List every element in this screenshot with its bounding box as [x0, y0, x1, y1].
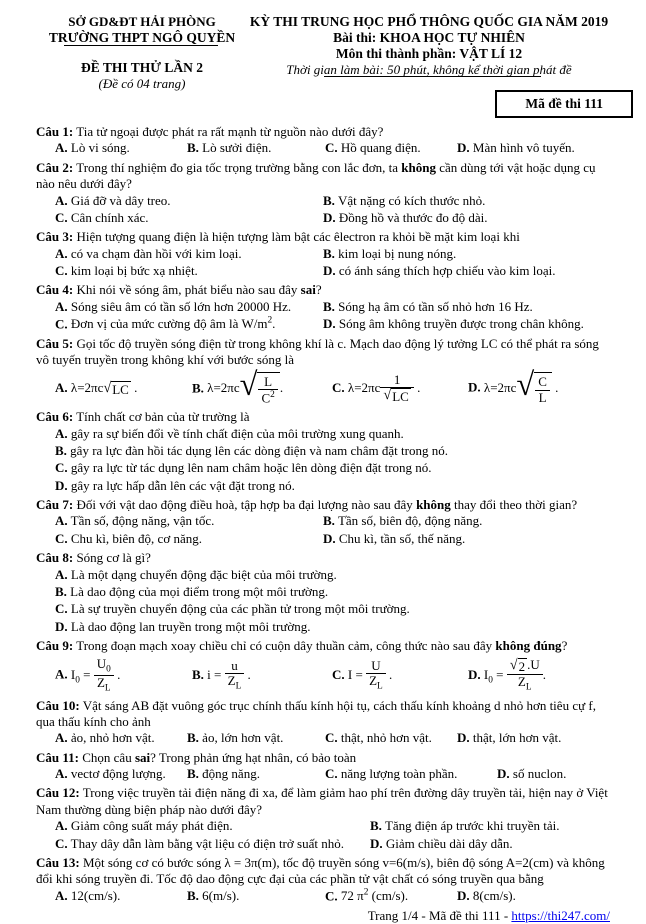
option-text: λ=2πc √ $\frac{L}{C^2}$ . — [207, 366, 284, 406]
fraction-numerator: √ 2 .U — [509, 657, 540, 675]
fraction-denominator: $Z_L$ — [94, 675, 114, 694]
option-text: thật, lớn hơn vật. — [472, 730, 562, 746]
question-8 — [36, 550, 610, 635]
question-text: Câu 3: Hiện tượng quang điện là hiện tượng làm bật các êlectron ra khỏi bề mặt kim loại khi — [36, 229, 520, 245]
option-letter: A. — [55, 513, 68, 529]
option-text: Là dao động lan truyền trong một môi trường. — [70, 618, 311, 634]
option-c — [325, 140, 453, 156]
option-c — [332, 373, 464, 405]
question-text: Câu 8: Sóng cơ là gì? — [36, 550, 151, 566]
options-grid — [36, 140, 610, 156]
question-label: Câu 11: — [36, 749, 79, 765]
question-12 — [36, 785, 610, 852]
fraction-denominator — [380, 387, 413, 404]
option-text: thật, nhỏ hơn vật. — [340, 730, 432, 746]
option-text: có ánh sáng thích hợp chiếu vào kim loại. — [338, 263, 556, 278]
question-text: Câu 7: Đối với vật dao động điều hoà, tập hợp ba đại lượng nào sau đây không thay đổi theo thời gian? — [36, 497, 578, 513]
option-text: Cân chính xác. — [70, 209, 149, 225]
option-text: kim loại bị nung nóng. — [338, 245, 457, 261]
question-1 — [36, 124, 610, 157]
question-text: Câu 9: Trong đoạn mạch xoay chiều chỉ có cuộn dây thuần cảm, công thức nào sau đây không đúng? — [36, 638, 568, 654]
option-text: Sóng âm không truyền được trong chân không. — [338, 316, 584, 332]
question-9 — [36, 638, 610, 695]
option-text: i = $\frac{u}{Z_L}$ . — [207, 658, 251, 693]
option-c — [55, 316, 319, 333]
option-text: gây ra lực từ tác dụng lên nam châm hoặc lên dòng điện đặt trong nó. — [70, 460, 432, 476]
option-c — [55, 460, 610, 476]
option-letter: D. — [457, 730, 470, 746]
option-letter: B. — [55, 583, 67, 599]
option-text: Chu kì, tần số, thế năng. — [338, 530, 466, 546]
option-b — [187, 730, 321, 746]
option-c — [325, 766, 493, 782]
option-d — [457, 888, 610, 905]
option-b — [192, 366, 328, 407]
sqrt-expression — [383, 388, 410, 404]
option-letter: B. — [323, 192, 335, 208]
option-text: ảo, lớn hơn vật. — [202, 730, 284, 746]
option-letter: B. — [187, 730, 199, 746]
fraction — [535, 375, 550, 405]
fraction-numerator: $U_0$ — [96, 656, 111, 675]
option-c — [55, 836, 366, 852]
option-a — [55, 766, 183, 782]
question-label: Câu 1: — [36, 124, 74, 139]
option-a — [55, 426, 610, 442]
options-grid — [36, 657, 610, 694]
option-letter: A. — [55, 766, 68, 782]
option-c — [55, 531, 319, 547]
sqrt-radicand: 2 — [518, 659, 526, 675]
option-a — [55, 193, 319, 209]
option-text: Lò sưởi điện. — [202, 140, 272, 156]
option-text: Đơn vị của mức cường độ âm là $W/m^2$. — [70, 316, 276, 332]
option-text: năng lượng toàn phần. — [340, 766, 458, 782]
option-a — [55, 513, 319, 529]
question-label: Câu 7: — [36, 497, 74, 513]
option-a — [55, 567, 610, 583]
question-4 — [36, 282, 610, 332]
question-13 — [36, 855, 610, 904]
options-grid — [36, 567, 610, 636]
option-d — [323, 263, 610, 279]
option-c — [325, 888, 453, 905]
question-5 — [36, 336, 610, 406]
sqrt-radical-sign: √ — [103, 380, 112, 397]
option-letter: A. — [55, 566, 68, 582]
option-d — [457, 140, 610, 156]
option-c — [325, 730, 453, 746]
option-letter: A. — [55, 818, 68, 834]
option-letter: C. — [325, 730, 338, 746]
fraction-denominator: $Z_L$ — [366, 673, 386, 692]
question-text: Câu 10: Vật sáng AB đặt vuông góc trục chính thấu kính hội tụ, cách thấu kính khoảng d nhỏ hơn tiêu cự f, qua thấu kính cho ảnh — [36, 697, 596, 729]
option-text: $I_0$ = √ 2 .U $Z_L$ . — [483, 657, 546, 694]
option-text: Giá đỡ và dây treo. — [70, 192, 171, 208]
option-letter: C. — [55, 460, 68, 476]
option-text: Tăng điện áp trước khi truyền tải. — [384, 818, 560, 834]
option-b — [323, 513, 610, 529]
sqrt-radical-sign: √ — [516, 367, 535, 404]
footer-link[interactable]: https://thi247.com/ — [511, 908, 610, 924]
option-text: Thay dây dẫn làm bằng vật liệu có điện trở suất nhỏ. — [70, 835, 344, 851]
question-label: Câu 5: — [36, 335, 74, 351]
option-letter: B. — [323, 245, 335, 261]
option-letter: D. — [457, 887, 470, 903]
option-text: Giảm công suất máy phát điện. — [70, 818, 233, 834]
option-letter: C. — [325, 140, 338, 156]
option-b — [192, 659, 328, 693]
option-letter: D. — [55, 618, 68, 634]
option-letter: A. — [55, 887, 68, 903]
question-label: Câu 2: — [36, 159, 74, 175]
option-letter: D. — [468, 379, 481, 395]
page-count-note: (Đề có 04 trang) — [98, 76, 186, 91]
option-text: Là sự truyền chuyển động của các phần tử trong một môi trường. — [70, 601, 410, 617]
exam-title: ĐỀ THI THỬ LẦN 2 — [80, 60, 204, 75]
option-text: Màn hình vô tuyến. — [472, 140, 575, 156]
fraction — [225, 659, 245, 693]
option-letter: C. — [55, 835, 68, 851]
option-b — [323, 193, 610, 209]
option-letter: C. — [55, 209, 68, 225]
question-text: Câu 13: Một sóng cơ có bước sóng λ = 3π(m), tốc độ truyền sóng v=6(m/s), biên độ sóng A=2(cm) và không đổi khi sóng truyền đi. Tốc độ dao động cực đại của các phần tử vật chất có sóng truyền qua bằng — [36, 854, 605, 887]
question-label: Câu 10: — [36, 697, 80, 713]
question-10 — [36, 698, 610, 747]
option-letter: A. — [55, 730, 68, 746]
sqrt-expression — [516, 367, 552, 405]
option-d — [55, 478, 610, 494]
sqrt-expression — [103, 381, 130, 397]
option-text: Hồ quang điện. — [340, 140, 421, 156]
options-grid — [36, 513, 610, 547]
fraction — [507, 658, 543, 694]
option-letter: B. — [187, 887, 199, 903]
option-d — [55, 619, 610, 635]
fraction-numerator: L — [264, 373, 273, 389]
option-d — [468, 658, 610, 694]
sqrt-radical-sign: √ — [383, 387, 392, 404]
option-text: gây ra lực hấp dẫn lên các vật đặt trong nó. — [70, 477, 295, 493]
options-grid — [36, 246, 610, 280]
option-text: vectơ động lượng. — [70, 766, 166, 782]
fraction-denominator: L — [535, 390, 550, 406]
option-letter: A. — [55, 245, 68, 261]
options-grid — [36, 730, 610, 746]
option-text: 8(cm/s). — [472, 887, 516, 903]
question-text: Câu 1: Tia tử ngoại được phát ra rất mạnh từ nguồn nào dưới đây? — [36, 124, 384, 139]
option-a — [55, 657, 188, 694]
option-b — [323, 246, 610, 262]
school-name: TRƯỜNG THPT NGÔ QUYỀN — [36, 30, 248, 46]
option-text: số nuclon. — [512, 766, 567, 782]
fraction — [94, 657, 114, 694]
option-letter: D. — [55, 477, 68, 493]
option-text: 12(cm/s). — [70, 887, 121, 903]
option-b — [55, 443, 610, 459]
national-exam-title: KỲ THI TRUNG HỌC PHỔ THÔNG QUỐC GIA NĂM 2019 — [249, 14, 609, 29]
option-letter: C. — [55, 530, 68, 546]
sqrt-radicand — [257, 372, 279, 407]
fraction-denominator: $Z_L$ — [507, 674, 543, 693]
option-c — [332, 659, 464, 693]
option-text: λ=2πc √ LC . — [70, 380, 138, 398]
sqrt-radical-sign: √ — [239, 366, 258, 403]
option-text: có va chạm đàn hồi với kim loại. — [70, 245, 242, 261]
option-letter: C. — [55, 316, 68, 332]
option-text: λ=2πc 1 √ LC . — [347, 372, 421, 405]
department-name: SỞ GD&ĐT HẢI PHÒNG — [68, 14, 216, 29]
option-text: gây ra sự biến đổi về tính chất điện của môi trường xung quanh. — [70, 425, 404, 441]
question-6 — [36, 409, 610, 494]
header-left — [36, 14, 248, 118]
questions — [36, 124, 610, 904]
option-b — [55, 584, 610, 600]
question-2 — [36, 160, 610, 227]
option-text: Sóng siêu âm có tần số lớn hơn 20000 Hz. — [70, 298, 292, 314]
option-d — [497, 766, 610, 782]
option-a — [55, 380, 188, 397]
option-text: Tần số, động năng, vận tốc. — [70, 513, 215, 529]
option-a — [55, 299, 319, 315]
option-a — [55, 140, 183, 156]
option-d — [457, 730, 610, 746]
question-label: Câu 3: — [36, 229, 74, 245]
option-a — [55, 818, 366, 834]
option-letter: C. — [55, 263, 68, 278]
option-letter: B. — [192, 379, 204, 395]
fraction-denominator: $C^2$ — [258, 389, 277, 406]
options-grid — [36, 193, 610, 227]
question-label: Câu 8: — [36, 550, 74, 566]
option-letter: B. — [323, 513, 335, 529]
option-letter: A. — [55, 192, 68, 208]
question-3 — [36, 229, 610, 279]
options-grid — [36, 818, 610, 852]
option-letter: B. — [192, 666, 204, 682]
question-text: Câu 11: Chọn câu sai? Trong phản ứng hạt nhân, có bảo toàn — [36, 749, 357, 765]
option-letter: D. — [457, 140, 470, 156]
question-label: Câu 12: — [36, 785, 80, 801]
option-letter: B. — [187, 140, 199, 156]
option-text: kim loại bị bức xạ nhiệt. — [70, 263, 198, 278]
option-b — [187, 766, 321, 782]
fraction — [366, 659, 386, 693]
sqrt-radicand: LC — [112, 382, 129, 398]
fraction-numerator: 1 — [393, 372, 401, 388]
option-letter: A. — [55, 298, 68, 314]
option-letter: A. — [55, 380, 68, 396]
option-letter: D. — [323, 263, 336, 278]
options-grid — [36, 366, 610, 407]
option-a — [55, 730, 183, 746]
option-text: Sóng hạ âm có tần số nhỏ hơn 16 Hz. — [338, 298, 533, 314]
fraction — [380, 373, 413, 405]
option-text: Đồng hồ và thước đo độ dài. — [338, 209, 488, 225]
question-text: Câu 4: Khi nói về sóng âm, phát biểu nào sau đây sai? — [36, 282, 322, 298]
option-letter: B. — [370, 818, 382, 834]
option-letter: B. — [187, 766, 199, 782]
option-d — [323, 210, 610, 226]
options-grid — [36, 888, 610, 905]
exam-subject: Môn thi thành phần: VẬT LÍ 12 — [335, 46, 523, 61]
option-b — [370, 818, 610, 834]
option-a — [55, 888, 183, 905]
footer-page-text: Trang 1/4 - Mã đề thi 111 - — [367, 908, 512, 924]
fraction-numerator: C — [538, 374, 547, 390]
option-c — [55, 263, 319, 279]
option-text: Vật nặng có kích thước nhỏ. — [337, 192, 486, 208]
option-letter: B. — [55, 442, 67, 458]
option-d — [468, 367, 610, 405]
option-text: I = $\frac{U}{Z_L}$ . — [347, 658, 393, 693]
option-text: $I_0$ = $\frac{U_0}{Z_L}$ . — [70, 656, 121, 694]
sqrt-radicand — [534, 372, 552, 405]
option-a — [55, 246, 319, 262]
option-letter: D. — [323, 530, 336, 546]
option-b — [187, 888, 321, 905]
exam-duration: Thời gian làm bài: 50 phút, không kể thời gian phát đề — [248, 62, 610, 78]
option-text: động năng. — [202, 766, 260, 782]
sqrt-expression — [510, 658, 527, 674]
question-label: Câu 13: — [36, 854, 80, 870]
options-grid — [36, 766, 610, 782]
option-letter: C. — [325, 766, 338, 782]
option-text: Là một dạng chuyển động đặc biệt của môi trường. — [70, 566, 337, 582]
option-letter: D. — [370, 835, 383, 851]
option-letter: D. — [323, 209, 336, 225]
question-text: Câu 5: Gọi tốc độ truyền sóng điện từ trong không khí là c. Mạch dao động lý tưởng LC có thể phát ra sóng vô tuyến truyền trong không khí với bước sóng là — [36, 335, 599, 368]
option-d — [370, 836, 610, 852]
option-text: Giảm chiều dài dây dẫn. — [385, 835, 513, 851]
sqrt-radicand: LC — [392, 389, 409, 405]
question-label: Câu 4: — [36, 282, 74, 298]
sqrt-radical-sign: √ — [509, 657, 518, 674]
exam-subject-group: Bài thi: KHOA HỌC TỰ NHIÊN — [333, 30, 525, 45]
options-grid — [36, 426, 610, 495]
header-right — [248, 14, 610, 118]
option-letter: B. — [323, 298, 335, 314]
option-letter: A. — [55, 140, 68, 156]
option-letter: A. — [55, 666, 68, 682]
option-text: Lò vi sóng. — [70, 140, 130, 156]
footer — [36, 908, 610, 924]
option-c — [55, 210, 319, 226]
option-letter: A. — [55, 425, 68, 441]
option-b — [323, 299, 610, 315]
question-text: Câu 6: Tính chất cơ bản của từ trường là — [36, 409, 250, 425]
question-7 — [36, 497, 610, 547]
option-text: ảo, nhỏ hơn vật. — [70, 730, 155, 746]
question-text: Câu 2: Trong thí nghiệm đo gia tốc trọng trường bằng con lắc đơn, ta không cần dùng tới vật hoặc dụng cụ nào nêu dưới đây? — [36, 159, 596, 192]
option-d — [323, 531, 610, 547]
option-letter: D. — [497, 766, 510, 782]
option-letter: D. — [323, 316, 336, 332]
option-letter: C. — [325, 888, 338, 904]
option-text: Là dao động của mọi điểm trong một môi trường. — [70, 583, 329, 599]
question-label: Câu 6: — [36, 409, 74, 425]
option-d — [323, 316, 610, 333]
option-text: Tần số, biên độ, động năng. — [337, 513, 483, 529]
option-c — [55, 601, 610, 617]
question-text: Câu 12: Trong việc truyền tải điện năng đi xa, để làm giảm hao phí trên đường dây truyền tải, hiện nay ở Việt Nam thường dùng biện pháp nào dưới đây? — [36, 785, 608, 817]
option-text: gây ra lực đàn hồi tác dụng lên các dòng điện và nam châm đặt trong nó. — [70, 442, 448, 458]
option-letter: C. — [55, 601, 68, 617]
header — [36, 14, 610, 118]
option-text: 72 $\pi^2$ (cm/s). — [340, 887, 409, 904]
option-letter: C. — [332, 379, 345, 395]
fraction — [258, 375, 277, 407]
fraction-denominator: $Z_L$ — [225, 673, 245, 692]
option-text: 6(m/s). — [202, 887, 240, 903]
option-b — [187, 140, 321, 156]
option-letter: D. — [468, 666, 481, 682]
option-letter: C. — [332, 666, 345, 682]
fraction-numerator: u — [231, 658, 238, 674]
options-grid — [36, 299, 610, 333]
option-text: Chu kì, biên độ, cơ năng. — [70, 530, 202, 546]
exam-code-box: Mã đề thi 111 — [495, 90, 633, 118]
question-11 — [36, 750, 610, 783]
option-text: λ=2πc √ $\frac{C}{L}$ . — [483, 367, 559, 405]
question-label: Câu 9: — [36, 638, 74, 654]
fraction-numerator: U — [371, 658, 381, 674]
